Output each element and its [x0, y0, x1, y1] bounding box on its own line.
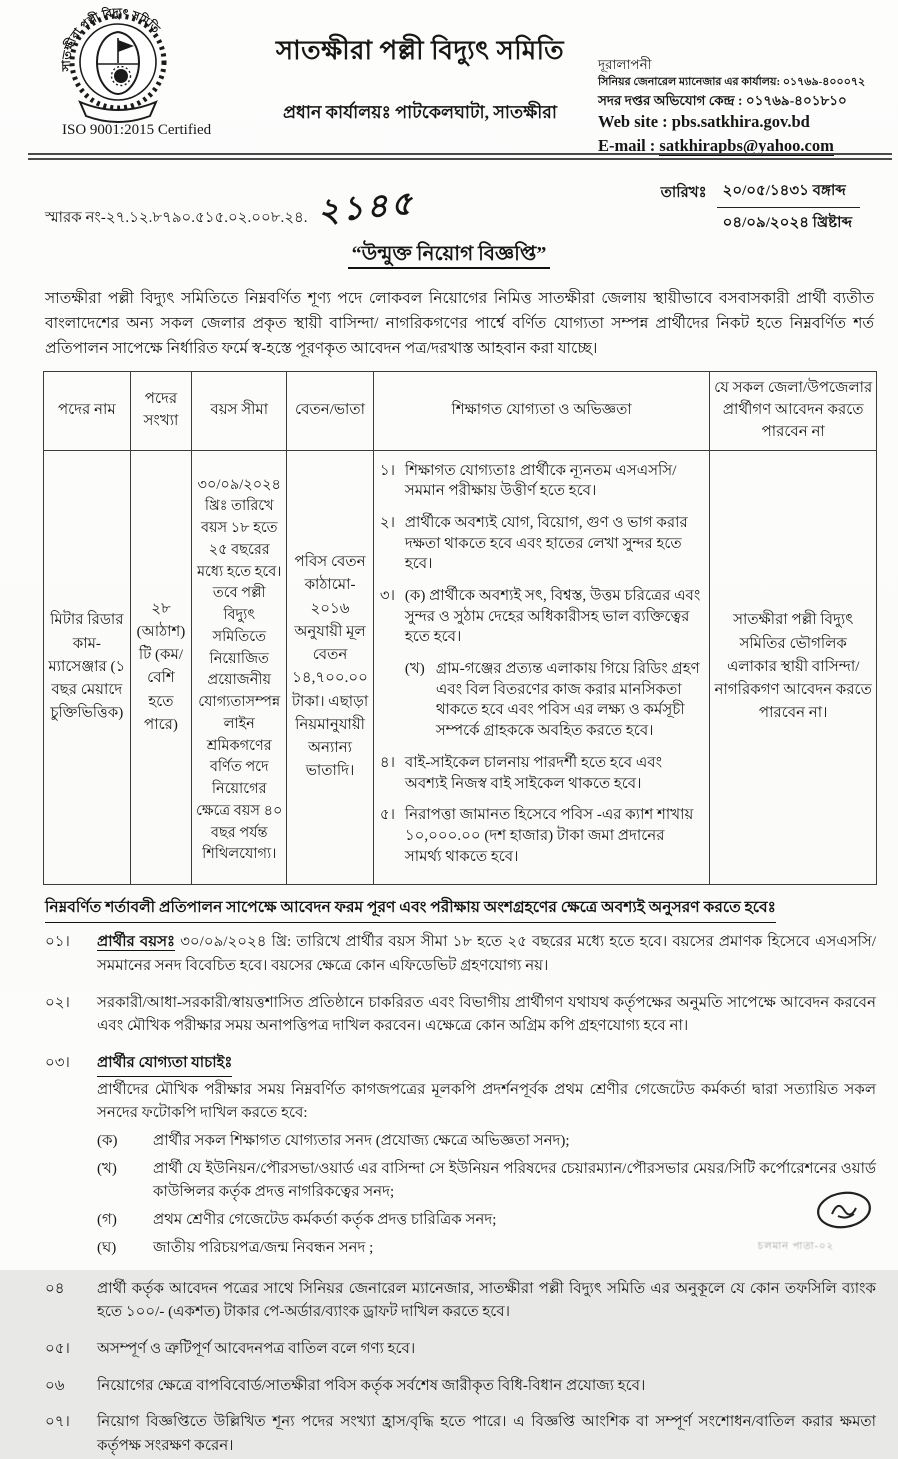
cell-restriction: সাতক্ষীরা পল্লী বিদ্যুৎ সমিতির ভৌগলিক এলাকার স্থায়ী বাসিন্দা/ নাগরিকগণ আবেদন করতে পারবেন না।: [710, 450, 877, 885]
condition-lead: প্রার্থীর যোগ্যতা যাচাইঃ: [97, 1052, 232, 1077]
col-age-limit: বয়স সীমা: [192, 372, 287, 450]
sublist-item: (খ) প্রার্থী যে ইউনিয়ন/পৌরসভা/ওয়ার্ড এর বাসিন্দা সে ইউনিয়ন পরিষদের চেয়ারম্যান/পৌরসভার মেয়র/সিটি কর্পোরেশনের ওয়ার্ড কাউন্সিলর কর্তৃক প্রদত্ত নাগরিকত্বের সনদ;: [97, 1160, 876, 1201]
website-url: pbs.satkhira.gov.bd: [671, 112, 810, 132]
date-block: [661, 179, 860, 236]
cell-salary: পবিস বেতন কাঠামো- ২০১৬ অনুযায়ী মূল বেতন ১৪,৭০০.০০ টাকা। এছাড়া নিয়মানুযায়ী অন্যান্য ভাতাদি।: [287, 450, 374, 885]
iso-certification: ISO 9001:2015 Certified: [62, 122, 212, 138]
condition-item: ০৭। নিয়োগ বিজ্ঞপ্তিতে উল্লিখিত শূন্য পদের সংখ্যা হ্রাস/বৃদ্ধি হতে পারে। এ বিজ্ঞপ্তি আংশিক বা সম্পূর্ণ সংশোধন/বাতিল করার ক্ষমতা কর্তৃপক্ষ সংরক্ষণ করেন।: [45, 1414, 876, 1454]
phone-label: দূরালাপনী: [598, 57, 652, 72]
gm-office-phone: সিনিয়র জেনারেল ম্যানেজার এর কার্যালয়: ০১৭৬৯-৪০০০৭২: [598, 75, 866, 88]
col-qualification: শিক্ষাগত যোগ্যতা ও অভিজ্ঞতা: [373, 372, 710, 450]
website-line: Web site : pbs.satkhira.gov.bd: [598, 112, 810, 132]
condition-item: ০৩। প্রার্থীর যোগ্যতা যাচাইঃ প্রার্থীদের মৌখিক পরীক্ষার সময় নিম্নবর্ণিত কাগজপত্রের মূলকপি প্রদর্শনপূর্বক প্রথম শ্রেণীর গেজেটেড কর্মকর্তা দ্বারা সত্যায়িত সকল সনদের ফটোকপি দাখিল করতে হবে: (ক) প্রার্থীর সকল শিক্ষাগত যোগ্যতার সনদ (প্রযোজ্য ক্ষেত্রে অভিজ্ঞতা সনদ); (খ) প্রার্থী যে ইউনিয়ন/পৌরসভা/ওয়ার্ড এর বাসিন্দা সে ইউনিয়ন পরিষদের চেয়ারম্যান/পৌরসভার মেয়র/সিটি কর্পোরেশনের ওয়ার্ড কাউন্সিলর কর্তৃক প্রদত্ত নাগরিকত্বের সনদ; (গ) প্রথম শ্রেণীর গেজেটেড কর্মকর্তা কর্তৃক প্রদত্ত চারিত্রিক সনদ; (ঘ) জাতীয় পরিচয়পত্র/জন্ম নিবন্ধন সনদ ;: [45, 1052, 876, 1265]
org-logo: [58, 6, 178, 128]
ribbon-banner: [80, 102, 156, 122]
memo-number-label: স্মারক নং-২৭.১২.৮৭৯০.৫১৫.০২.০০৮.২৪.: [45, 210, 308, 226]
head-office-line: প্রধান কার্যালয়ঃ পাটকেলঘাটা, সাতক্ষীরা: [283, 102, 557, 122]
condition-lead: প্রার্থীর বয়সঃ: [97, 934, 176, 951]
page-continuation-note: চলমান পাতা-০২: [757, 1241, 834, 1252]
condition-item: ০৫। অসম্পূর্ণ ও ত্রুটিপূর্ণ আবেদনপত্র বাতিল বলে গণ্য হবে।: [45, 1340, 416, 1357]
gear-icon: [114, 69, 128, 83]
contact-block: [598, 55, 894, 158]
sublist-item: (ক) প্রার্থীর সকল শিক্ষাগত যোগ্যতার সনদ (প্রযোজ্য ক্ষেত্রে অভিজ্ঞতা সনদ);: [97, 1133, 570, 1150]
table-header-row: [44, 372, 877, 450]
complaint-center-phone: সদর দপ্তর অভিযোগ কেন্দ্র : ০১৭৬৯-৪০১৮১০: [598, 92, 847, 108]
logo-arc-text: সাতক্ষীরা পল্লী বিদ্যুৎ সমিতি: [60, 7, 162, 72]
header-divider: [28, 153, 892, 160]
qualification-item: ৩। (ক) প্রার্থীকে অবশ্যই সৎ, বিশ্বস্ত, উত্তম চরিত্রের এবং সুন্দর ও সুঠাম দেহের অধিকারীসহ ভাল ব্যক্তিত্বের হতে হবে।: [379, 588, 701, 646]
sublist-item: (গ) প্রথম শ্রেণীর গেজেটেড কর্মকর্তা কর্তৃক প্রদত্ত চারিত্রিক সনদ;: [97, 1212, 497, 1229]
email-line: E-mail : satkhirapbs@yahoo.com: [598, 135, 834, 155]
handwritten-memo-number: ২১৪৫: [315, 182, 417, 231]
letterhead: [0, 0, 898, 165]
cell-age-limit: ৩০/০৯/২০২৪ খ্রিঃ তারিখে বয়স ১৮ হতে ২৫ বছরের মধ্যে হতে হবে। তবে পল্লী বিদ্যুৎ সমিতিতে নিয়োজিত প্রয়োজনীয় যোগ্যতাসম্পন্ন লাইন শ্রমিকগণের বর্ণিত পদে নিয়োগের ক্ষেত্রে বয়স ৪০ বছর পর্যন্ত শিথিলযোগ্য।: [192, 450, 287, 885]
conditions-section: [45, 895, 876, 1458]
intro-paragraph: সাতক্ষীরা পল্লী বিদ্যুৎ সমিতিতে নিম্নবর্ণিত শূণ্য পদে লোকবল নিয়োগের নিমিত্ত সাতক্ষীরা জেলায় স্থায়ীভাবে বসবাসকারী প্রার্থী ব্যতীত বাংলাদেশের অন্য সকল জেলার প্রকৃত স্থায়ী বাসিন্দা/ নাগরিকগণের পার্শ্বে বর্ণিত যোগ্যতা সম্পন্ন প্রার্থীদের নিকট হতে নিম্নবর্ণিত শর্ত প্রতিপালন সাপেক্ষে নির্ধারিত ফর্মে স্ব-হস্তে পূরণকৃত আবেদন পত্র/দরখাস্ত আহবান করা যাচ্ছে।: [45, 290, 874, 358]
org-name: সাতক্ষীরা পল্লী বিদ্যুৎ সমিতি: [275, 36, 565, 65]
qualification-item: ৪। বাই-সাইকেল চালনায় পারদর্শী হতে হবে এবং অবশ্যই নিজস্ব বাই সাইকেল থাকতে হবে।: [379, 754, 663, 792]
cell-qualifications: [373, 450, 710, 885]
qualification-item: ৫। নিরাপত্তা জামানত হিসেবে পবিস -এর ক্যাশ শাখায় ১০,০০০.০০ (দশ হাজার) টাকা জমা প্রদানের সামর্থ্য থাকতে হবে।: [379, 807, 694, 865]
col-post-name: পদের নাম: [44, 372, 131, 450]
conditions-heading: নিম্নবর্ণিত শর্তাবলী প্রতিপালন সাপেক্ষে আবেদন ফরম পূরণ এবং পরীক্ষায় অংশগ্রহণের ক্ষেত্রে অবশ্যই অনুসরণ করতে হবেঃ: [45, 895, 776, 923]
col-post-count: পদের সংখ্যা: [130, 372, 192, 450]
vacancy-table: [43, 371, 877, 885]
qualification-item: (খ) গ্রাম-গঞ্জের প্রত্যন্ত এলাকায় গিয়ে রিডিং গ্রহণ এবং বিল বিতরণের কাজ করার মানসিকতা থাকতে হবে এবং পবিস এর লক্ষ্য ও কর্মসূচী সম্পর্কে গ্রাহককে অবহিত করতে হবে।: [404, 661, 700, 740]
date-bangla: ২০/০৫/১৪৩১ বঙ্গাব্দ: [717, 179, 860, 208]
date-label: তারিখঃ: [660, 185, 707, 201]
qualification-item: ২। প্রার্থীকে অবশ্যই যোগ, বিয়োগ, গুণ ও ভাগ করার দক্ষতা থাকতে হবে এবং হাতের লেখা সুন্দর হতে হবে।: [379, 514, 688, 573]
condition-item: ০২। সরকারী/আধা-সরকারী/স্বায়ত্তশাসিত প্রতিষ্ঠানে চাকরিরত এবং বিভাগীয় প্রার্থীগণ যথাযথ কর্তৃপক্ষের অনুমতি সাপেক্ষে আবেদন করবেন এবং মৌখিক পরীক্ষার সময় অনাপত্তিপত্র দাখিল করবেন। এক্ষেত্রে কোন অগ্রিম কপি গ্রহণযোগ্য হবে না।: [45, 994, 876, 1035]
qualification-item: ১। শিক্ষাগত যোগ্যতাঃ প্রার্থীকে ন্যূনতম এসএসসি/ সমমান পরীক্ষায় উত্তীর্ণ হতে হবে।: [379, 462, 677, 500]
cell-post-count: ২৮ (আঠাশ) টি (কম/ বেশি হতে পারে): [130, 450, 192, 885]
notice-title: “উন্মুক্ত নিয়োগ বিজ্ঞপ্তি”: [0, 239, 898, 272]
date-gregorian: ০৪/০৯/২০২৪ খ্রিষ্টাব্দ: [722, 215, 852, 231]
memo-number-line: [45, 182, 417, 241]
condition-item: ০১। প্রার্থীর বয়সঃ ৩০/০৯/২০২৪ খ্রি: তারিখে প্রার্থীর বয়স সীমা ১৮ হতে ২৫ বছরের মধ্যে হতে হবে। বয়সের প্রমাণক হিসেবে এসএসসি/সমমানের সনদ বিবেচিত হবে। বয়সের ক্ষেত্রে কোন এফিডেভিট গ্রহণযোগ্য নয়।: [45, 934, 877, 974]
sublist-item: (ঘ) জাতীয় পরিচয়পত্র/জন্ম নিবন্ধন সনদ ;: [97, 1239, 374, 1256]
memo-row: [45, 179, 878, 231]
signature-initials: [814, 1186, 876, 1234]
condition-item: ০৪ প্রার্থী কর্তৃক আবেদন পত্রের সাথে সিনিয়র জেনারেল ম্যানেজার, সাতক্ষীরা পল্লী বিদ্যুৎ সমিতি এর অনুকূলে যে কোন তফসিলি ব্যাংক হতে ১০০/- (একশত) টাকার পে-অর্ডার/ব্যাংক ড্রাফট দাখিল করতে হবে।: [45, 1280, 876, 1321]
cell-post-name: মিটার রিডার কাম- ম্যাসেঞ্জার (১ বছর মেয়াদে চুক্তিভিত্তিক): [44, 450, 131, 885]
email-address: satkhirapbs@yahoo.com: [659, 135, 834, 155]
col-restricted-districts: যে সকল জেলা/উপজেলার প্রার্থীগণ আবেদন করতে পারবেন না: [710, 372, 877, 450]
condition-item: ০৬ নিয়োগের ক্ষেত্রে বাপবিবোর্ড/সাতক্ষীরা পবিস কর্তৃক সর্বশেষ জারীকৃত বিধি-বিধান প্রযোজ্য হবে।: [45, 1377, 646, 1394]
col-salary: বেতন/ভাতা: [287, 372, 374, 450]
table-row: [44, 450, 877, 885]
